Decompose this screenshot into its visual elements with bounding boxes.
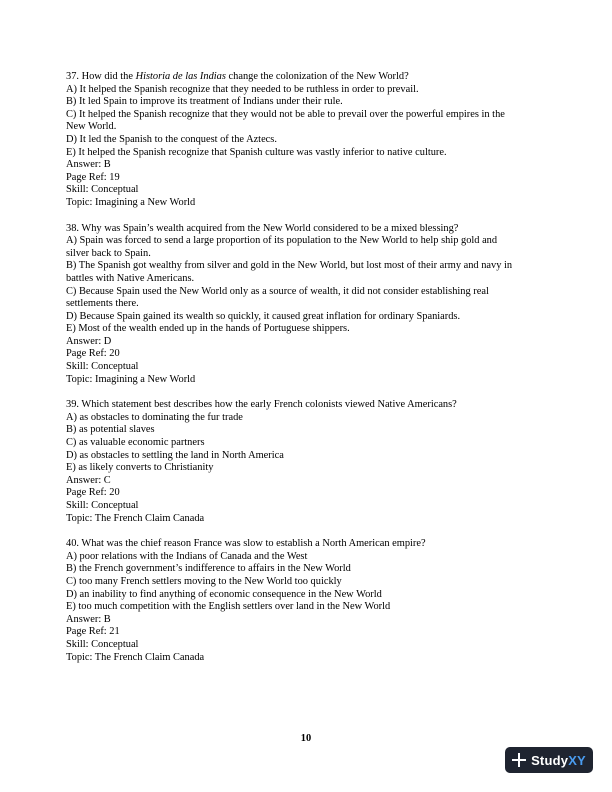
topic-line: Topic: The French Claim Canada <box>66 512 205 524</box>
skill-line: Skill: Conceptual <box>66 184 139 196</box>
page-ref-line: Page Ref: 20 <box>66 487 120 499</box>
option-line: A) It helped the Spanish recognize that they needed to be ruthless in order to prevail. <box>66 83 419 95</box>
option-line: C) as valuable economic partners <box>66 437 205 449</box>
option-line: B) as potential slaves <box>66 424 155 436</box>
option-line: C) It helped the Spanish recognize that they would not be able to prevail over the powerful empires in the <box>66 108 505 120</box>
stem-italic-title: Historia de las Indias <box>135 71 226 82</box>
stem-text: change the colonization of the New World? <box>225 71 409 82</box>
question-stem <box>66 71 546 84</box>
badge-word-accent: XY <box>568 752 586 768</box>
option-line: New World. <box>66 121 117 133</box>
option-line: A) Spain was forced to send a large proportion of its population to the New World to help ship gold and <box>66 235 498 247</box>
option-line: D) It led the Spanish to the conquest of the Aztecs. <box>66 133 277 145</box>
answer-line: Answer: B <box>66 159 111 171</box>
option-line: B) It led Spain to improve its treatment of Indians under their rule. <box>66 96 343 108</box>
plus-icon <box>512 753 526 767</box>
question-stem: 40. What was the chief reason France was slow to establish a North American empire? <box>66 538 426 550</box>
option-line: battles with Native Americans. <box>66 272 195 284</box>
question-39 <box>66 399 546 525</box>
studyxy-badge[interactable] <box>505 747 593 773</box>
answer-line: Answer: D <box>66 335 112 347</box>
topic-line: Topic: The French Claim Canada <box>66 651 205 663</box>
stem-text: 37. How did the <box>66 71 136 82</box>
skill-line: Skill: Conceptual <box>66 638 139 650</box>
answer-line: Answer: C <box>66 474 111 486</box>
option-line: C) Because Spain used the New World only as a source of wealth, it did not consider establishing real <box>66 285 489 297</box>
option-line: C) too many French settlers moving to the New World too quickly <box>66 575 342 587</box>
skill-line: Skill: Conceptual <box>66 361 139 373</box>
page-number: 10 <box>300 733 312 744</box>
question-40 <box>66 538 546 664</box>
question-stem: 38. Why was Spain’s wealth acquired from the New World considered to be a mixed blessing? <box>66 222 459 234</box>
question-37 <box>66 71 546 210</box>
option-line: B) the French government’s indifference to affairs in the New World <box>66 563 351 575</box>
option-line: settlements there. <box>66 298 139 310</box>
answer-line: Answer: B <box>66 613 111 625</box>
question-stem: 39. Which statement best describes how the early French colonists viewed Native Americans? <box>66 399 457 411</box>
topic-line: Topic: Imagining a New World <box>66 373 196 385</box>
question-38 <box>66 223 546 387</box>
question-list <box>66 71 546 677</box>
option-line: D) an inability to find anything of economic consequence in the New World <box>66 588 382 600</box>
option-line: A) poor relations with the Indians of Canada and the West <box>66 550 308 562</box>
option-line: D) Because Spain gained its wealth so quickly, it caused great inflation for ordinary Spaniards. <box>66 310 461 322</box>
option-line: E) Most of the wealth ended up in the hands of Portuguese shippers. <box>66 323 350 335</box>
option-line: A) as obstacles to dominating the fur trade <box>66 411 243 423</box>
page-ref-line: Page Ref: 20 <box>66 348 120 360</box>
skill-line: Skill: Conceptual <box>66 500 139 511</box>
page-ref-line: Page Ref: 19 <box>66 171 120 183</box>
option-line: B) The Spanish got wealthy from silver and gold in the New World, but lost most of their army and navy in <box>66 260 513 272</box>
badge-word-main: Study <box>531 752 569 768</box>
option-line: silver back to Spain. <box>66 247 151 259</box>
option-line: E) It helped the Spanish recognize that Spanish culture was vastly inferior to native culture. <box>66 146 447 158</box>
page-ref-line: Page Ref: 21 <box>66 626 120 638</box>
option-line: E) too much competition with the English settlers over land in the New World <box>66 601 391 613</box>
topic-line: Topic: Imagining a New World <box>66 196 196 208</box>
option-line: D) as obstacles to settling the land in North America <box>66 449 284 461</box>
badge-wordmark <box>531 753 586 768</box>
option-line: E) as likely converts to Christianity <box>66 462 214 474</box>
